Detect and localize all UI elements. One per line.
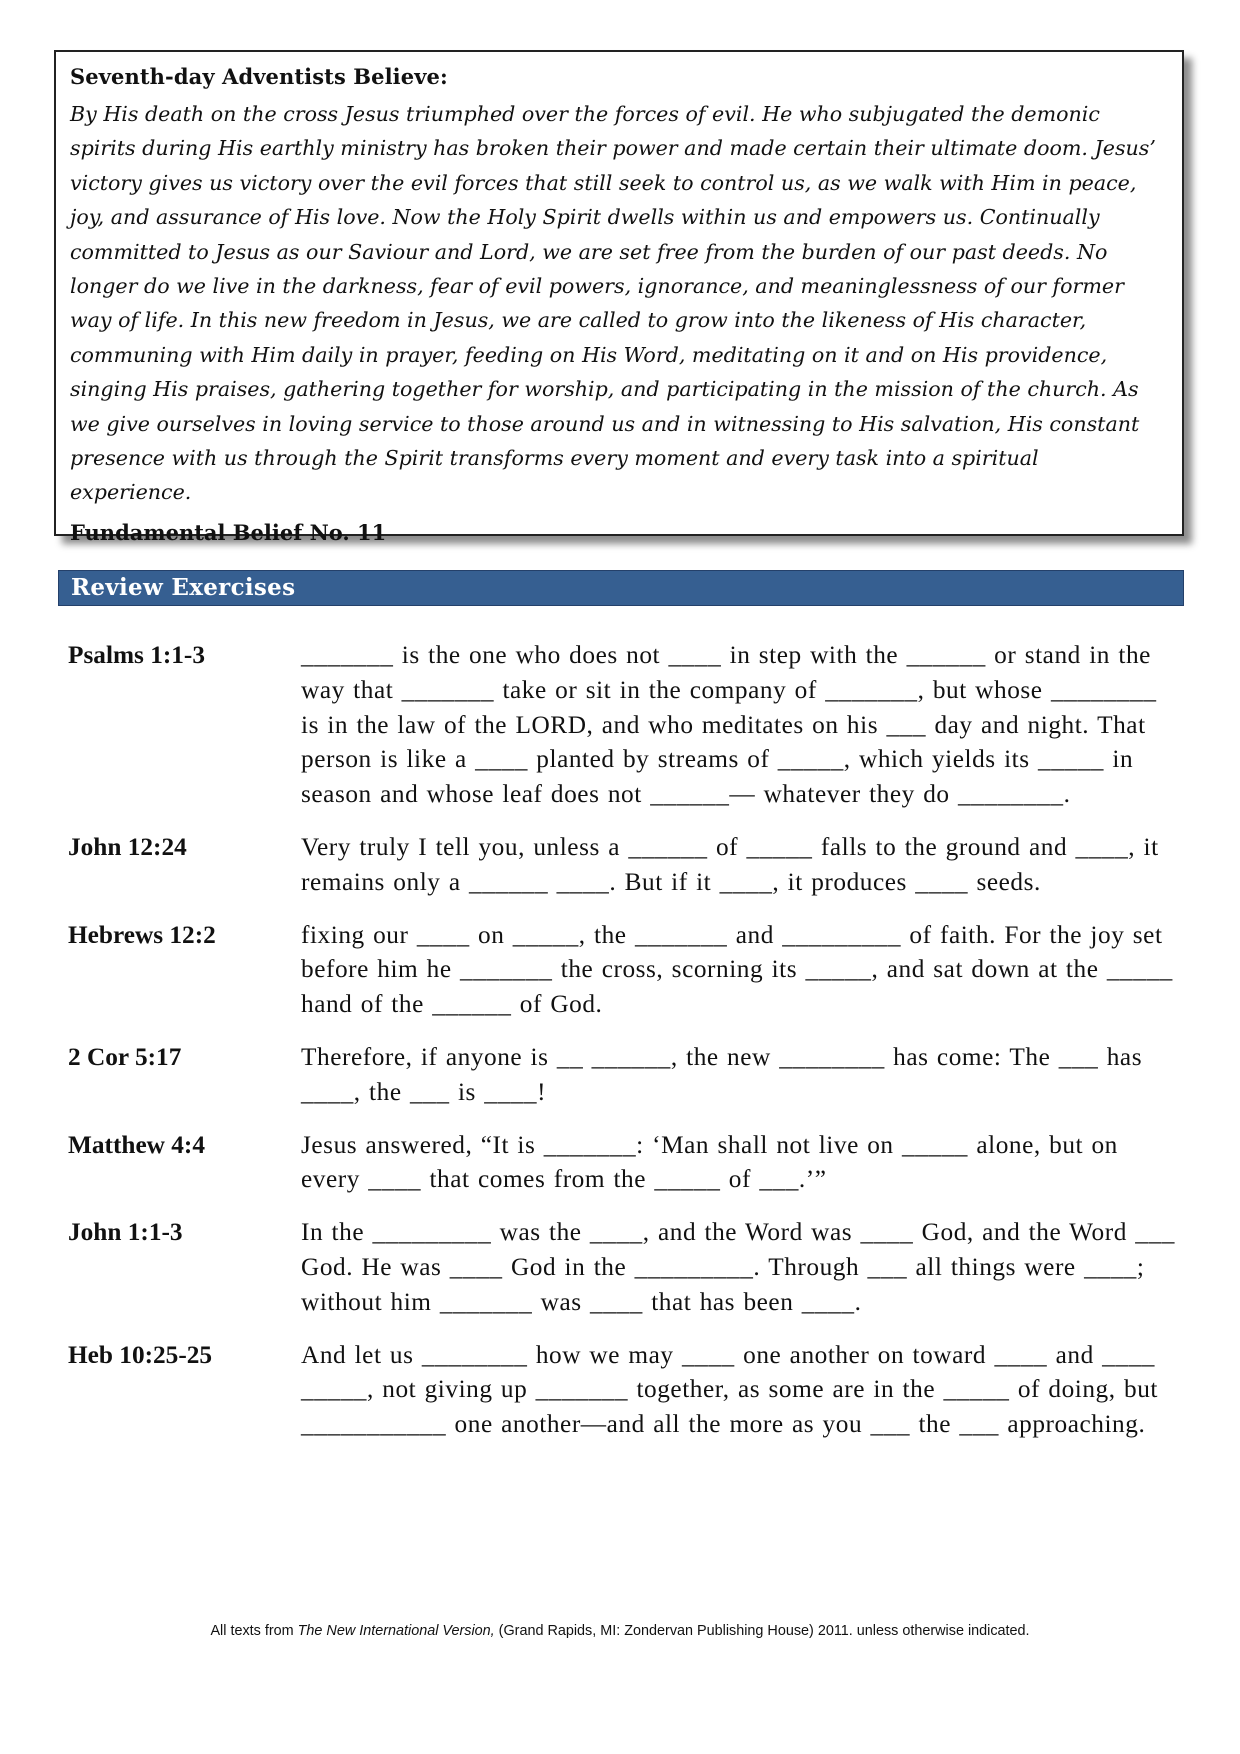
review-exercises-list <box>68 638 1188 1460</box>
exercise-row <box>68 638 1188 812</box>
exercise-reference: John 12:24 <box>68 832 187 861</box>
footnote-suffix: (Grand Rapids, MI: Zondervan Publishing House) 2011. unless otherwise indicated. <box>494 1623 1030 1639</box>
footnote-book-title: The New International Version, <box>297 1623 495 1639</box>
exercise-text: Therefore, if anyone is __ ______, the new ________ has come: The ___ has ____, the ___ is ____! <box>301 1042 1143 1106</box>
exercise-text: fixing our ____ on _____, the _______ and _________ of faith. For the joy set before him he _______ the cross, scorning its _____, and sat down at the _____ hand of the ______ of God. <box>301 920 1173 1019</box>
footnote <box>0 1623 1240 1639</box>
exercise-row <box>68 918 1188 1022</box>
belief-source: Fundamental Belief No. 11 <box>70 519 387 545</box>
exercise-row <box>68 1040 1188 1110</box>
exercise-reference: Hebrews 12:2 <box>68 920 216 949</box>
exercise-text: Very truly I tell you, unless a ______ of _____ falls to the ground and ____, it remains only a ______ ____. But if it ____, it produces ____ seeds. <box>301 832 1159 896</box>
belief-text: By His death on the cross Jesus triumphed over the forces of evil. He who subjugated the demonic spirits during His earthly ministry has broken their power and made certain their ultimate doom. Jesus’ victory gives us victory over the evil forces that still seek to control us, as we walk with Him in peace, joy, and assurance of His love. Now the Holy Spirit dwells within us and empowers us. Continually committed to Jesus as our Saviour and Lord, we are set free from the burden of our past deeds. No longer do we live in the darkness, fear of evil powers, ignorance, and meaninglessness of our former way of life. In this new freedom in Jesus, we are called to grow into the likeness of His character, communing with Him daily in prayer, feeding on His Word, meditating on it and on His providence, singing His praises, gathering together for worship, and participating in the mission of the church. As we give ourselves in loving service to those around us and in witnessing to His salvation, His constant presence with us through the Spirit transforms every moment and every task into a spiritual experience. <box>70 102 1156 505</box>
exercise-text: In the _________ was the ____, and the Word was ____ God, and the Word ___ God. He was ____ God in the _________. Through ___ all things were ____; without him _______ was ____ that has been ____. <box>301 1218 1175 1316</box>
belief-heading: Seventh-day Adventists Believe: <box>70 64 448 89</box>
exercise-row <box>68 1215 1188 1319</box>
exercise-text: And let us ________ how we may ____ one another on toward ____ and ____ _____, not giving up _______ together, as some are in the _____ of doing, but ___________ one another—and all the more as you ___ the ___ approaching. <box>301 1340 1158 1439</box>
exercise-row <box>68 1338 1188 1442</box>
exercise-text: Jesus answered, “It is _______: ‘Man shall not live on _____ alone, but on every ____ that comes from the _____ of ___.’” <box>301 1130 1118 1194</box>
review-exercises-header: Review Exercises <box>58 570 1184 606</box>
exercise-text: _______ is the one who does not ____ in step with the ______ or stand in the way that _______ take or sit in the company of _______, but whose ________ is in the law of the LORD, and who meditates on his ___ day and night. That person is like a ____ planted by streams of _____, which yields its _____ in season and whose leaf does not ______— whatever they do ________. <box>301 641 1157 809</box>
belief-box <box>54 50 1184 545</box>
exercise-reference: Matthew 4:4 <box>68 1130 205 1159</box>
exercise-reference: John 1:1-3 <box>68 1218 183 1247</box>
exercise-reference: 2 Cor 5:17 <box>68 1042 182 1071</box>
exercise-reference: Heb 10:25-25 <box>68 1340 213 1369</box>
exercise-row <box>68 830 1188 900</box>
footnote-prefix: All texts from <box>210 1623 298 1639</box>
exercise-row <box>68 1128 1188 1198</box>
exercise-reference: Psalms 1:1-3 <box>68 641 206 669</box>
